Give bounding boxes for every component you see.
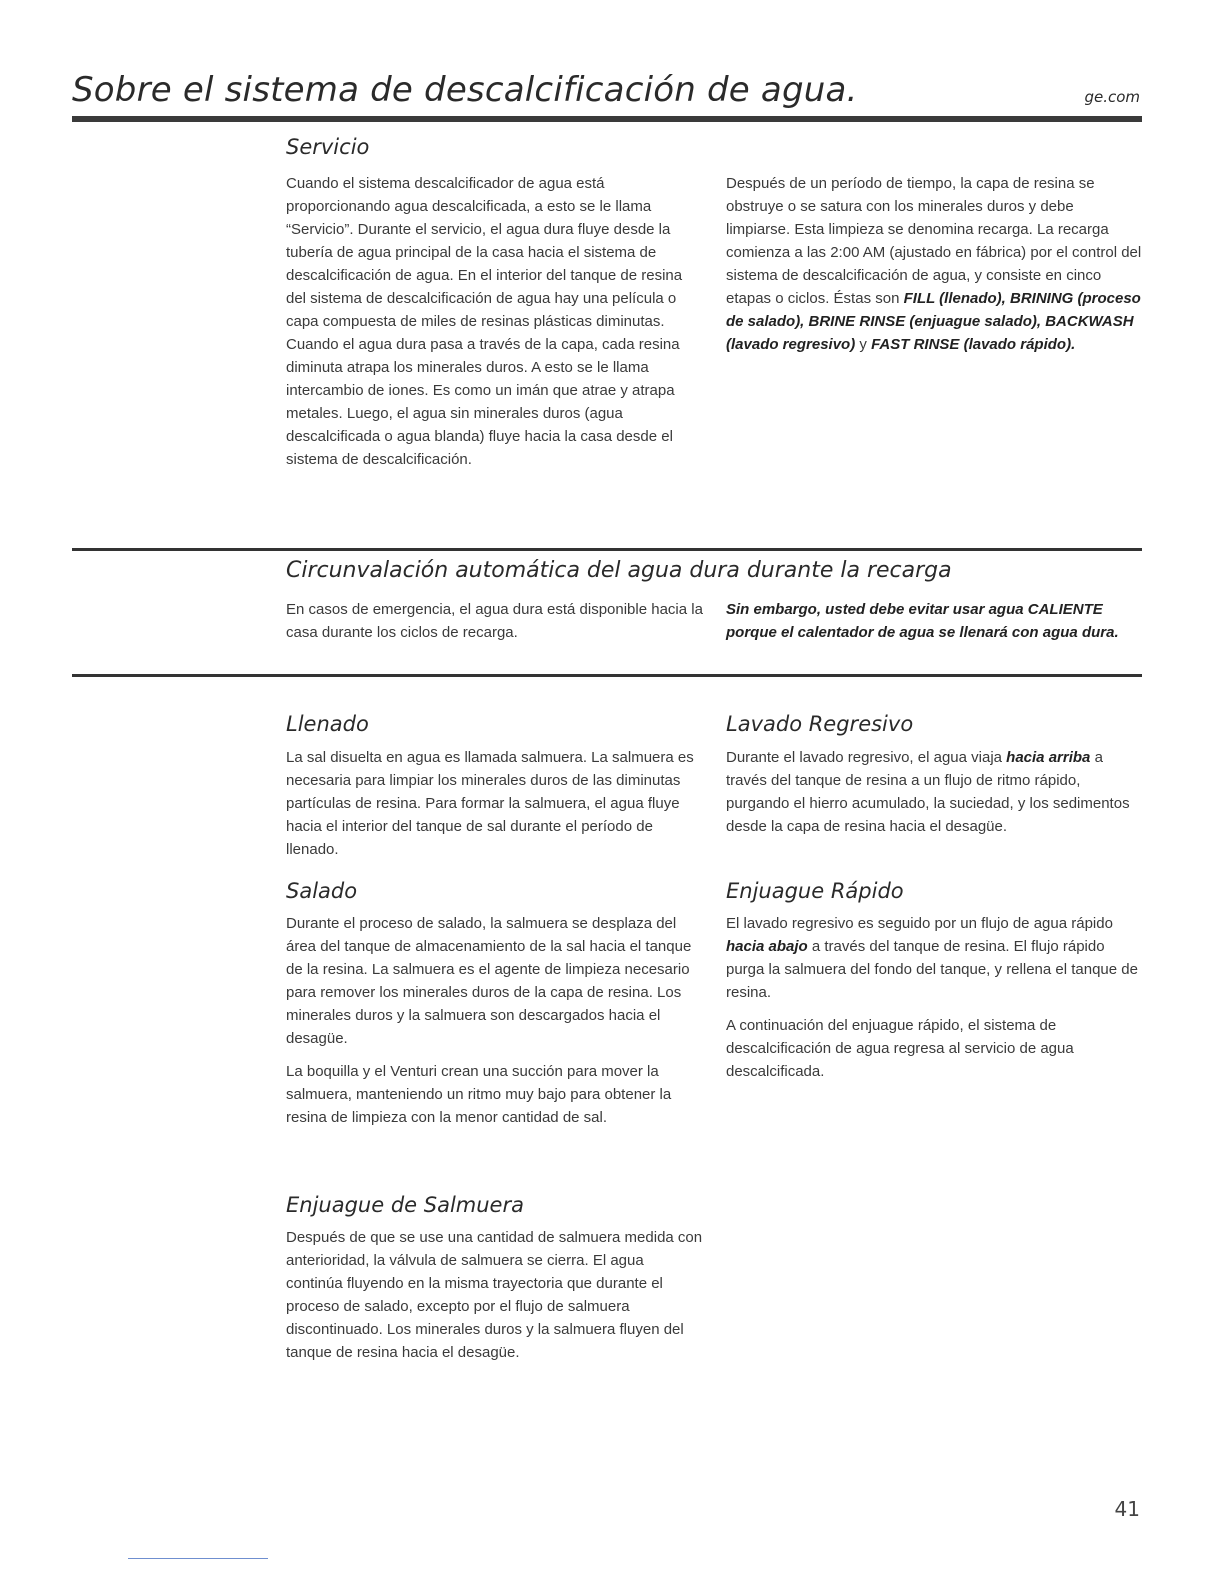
cycle-fast-rinse: FAST RINSE (lavado rápido). [871,336,1076,353]
servicio-heading: Servicio [286,135,370,159]
salado-text [286,912,704,1139]
page-title: Sobre el sistema de descalcificación de agua. [72,70,858,110]
servicio-right-text [726,172,1142,366]
enjuague-rapido-heading: Enjuague Rápido [726,879,904,903]
rapido-emphasis: hacia abajo [726,938,808,955]
site-url[interactable]: ge.com [1084,88,1140,106]
cycles-conj: y [859,336,867,353]
bypass-left-text [286,598,704,654]
bypass-right-text [726,598,1142,654]
cycles-list: FILL (llenado), BRINING (proceso de salado), BRINE RINSE (enjuague salado), BACKWASH (lavado regresivo) [726,290,1141,353]
servicio-left-text [286,172,704,481]
servicio-intro: Después de un período de tiempo, la capa de resina se obstruye o se satura con los minerales duros y debe limpiarse. Esta limpieza se denomina recarga. La recarga comienza a las 2:00 AM (ajustado en fábrica) por el control del sistema de descalcificación de agua, y consiste en cinco etapas o ciclos. Éstas son [726,175,1142,307]
bypass-paragraph: En casos de emergencia, el agua dura está disponible hacia la casa durante los ciclos de recarga. [286,601,703,641]
lavado-regresivo-text [726,746,1142,848]
servicio-cycles-paragraph [726,172,1142,356]
bypass-heading: Circunvalación automática del agua dura durante la recarga [286,558,952,583]
enjuague-salmuera-paragraph: Después de que se use una cantidad de salmuera medida con anterioridad, la válvula de salmuera se cierra. El agua continúa fluyendo en la misma trayectoria que durante el proceso de salado, excepto por el flujo de salmuera discontinuado. Los minerales duros y la salmuera fluyen del tanque de resina hacia el desagüe. [286,1229,703,1361]
footer-link-underline [128,1558,268,1559]
rapido-text-2: a través del tanque de resina. El flujo rápido purga la salmuera del fondo del tanque, y rellena el tanque de resina. [726,938,1138,1001]
enjuague-rapido-paragraph-1 [726,912,1142,1004]
servicio-paragraph: Cuando el sistema descalcificador de agua está proporcionando agua descalcificada, a esto se le llama “Servicio”. Durante el servicio, el agua dura fluye desde la tubería de agua principal de la casa hacia el sistema de descalcificación de agua. En el interior del tanque de resina del sistema de descalcificación de agua hay una película o capa compuesta de miles de resinas plásticas diminutas. Cuando el agua dura pasa a través de la capa, cada resina diminuta atrapa los minerales duros. A esto se le llama intercambio de iones. Es como un imán que atrae y atrapa metales. Luego, el agua sin minerales duros (agua descalcificada o agua blanda) fluye hacia la casa desde el sistema de descalcificación. [286,175,683,468]
enjuague-rapido-text [726,912,1142,1093]
lavado-emphasis: hacia arriba [1006,749,1091,766]
bypass-warning: Sin embargo, usted debe evitar usar agua CALIENTE porque el calentador de agua se llenará con agua dura. [726,601,1119,641]
salado-heading: Salado [286,879,358,903]
salado-paragraph-1: Durante el proceso de salado, la salmuera se desplaza del área del tanque de almacenamiento de la sal hacia el tanque de la resina. La salmuera es el agente de limpieza necesario para remover los minerales duros de la capa de resina. Los minerales duros y la salmuera son descargados hacia el desagüe. [286,915,692,1047]
enjuague-rapido-paragraph-2: A continuación del enjuague rápido, el sistema de descalcificación de agua regresa al servicio de agua descalcificada. [726,1017,1074,1080]
enjuague-salmuera-heading: Enjuague de Salmuera [286,1193,524,1217]
llenado-heading: Llenado [286,712,369,736]
lavado-regresivo-paragraph [726,746,1142,838]
enjuague-salmuera-text [286,1226,704,1374]
lavado-text-1: Durante el lavado regresivo, el agua viaja [726,749,1002,766]
rapido-text-1: El lavado regresivo es seguido por un flujo de agua rápido [726,915,1113,932]
salado-paragraph-2: La boquilla y el Venturi crean una succión para mover la salmuera, manteniendo un ritmo muy bajo para obtener la resina de limpieza con la menor cantidad de sal. [286,1063,672,1126]
header-rule [72,116,1142,122]
section-divider [72,548,1142,551]
page-number: 41 [1114,1497,1140,1521]
llenado-paragraph: La sal disuelta en agua es llamada salmuera. La salmuera es necesaria para limpiar los minerales duros de las diminutas partículas de resina. Para formar la salmuera, el agua fluye hacia el interior del tanque de sal durante el período de llenado. [286,749,694,858]
section-divider [72,674,1142,677]
lavado-text-2: a través del tanque de resina a un flujo de ritmo rápido, purgando el hierro acumulado, la suciedad, y los sedimentos desde la capa de resina hacia el desagüe. [726,749,1130,835]
llenado-text [286,746,704,871]
lavado-regresivo-heading: Lavado Regresivo [726,712,914,736]
